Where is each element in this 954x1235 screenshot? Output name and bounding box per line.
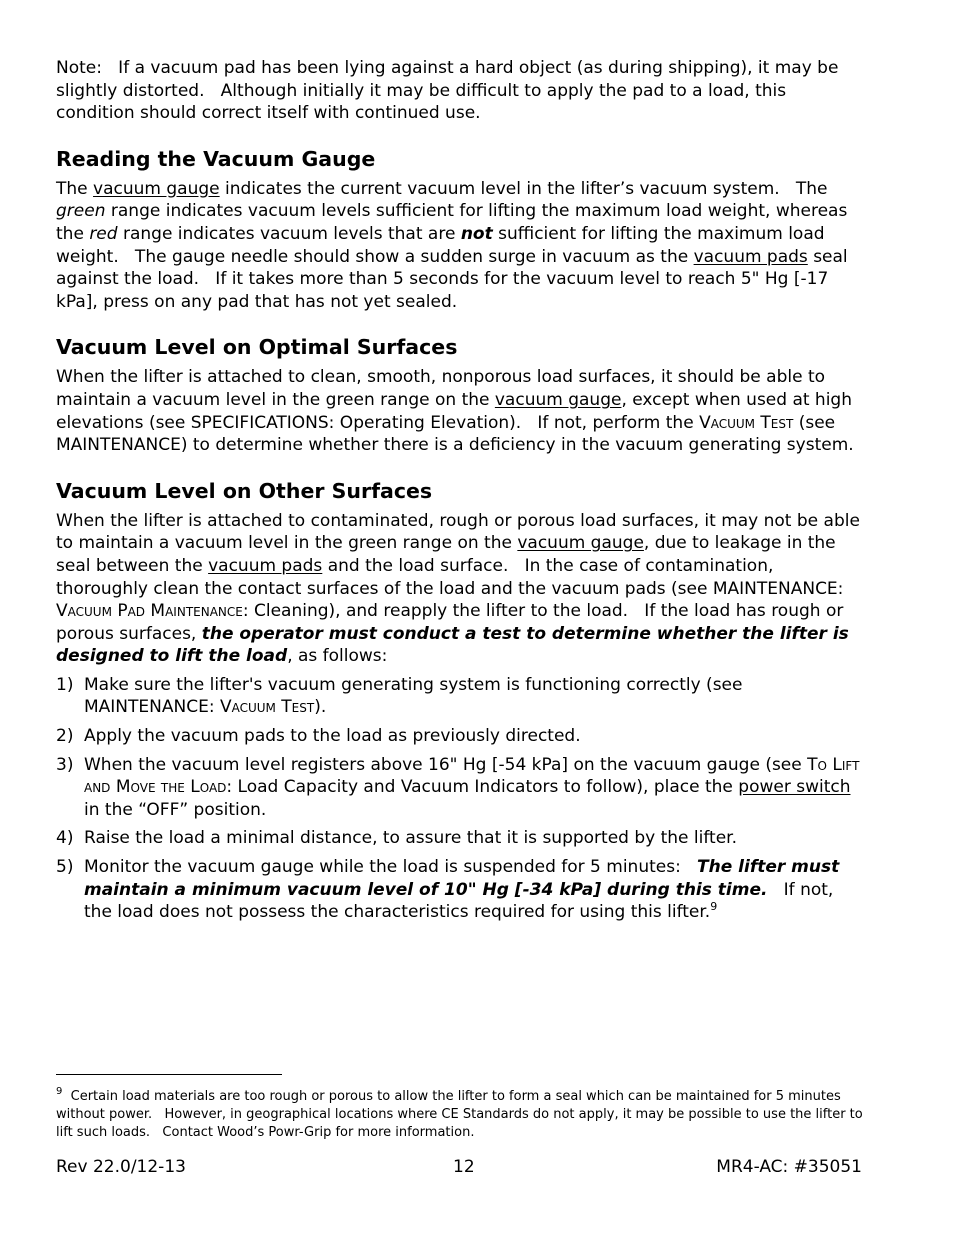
footnote-ref[interactable]: 9 [710,900,718,914]
footnote-text: Certain load materials are too rough or porous to allow the lifter to form a seal which can be maintained for 5 minutes without power. However, in geographical locations where CE Standards do not apply, it may be possible to use the lifter to lift such loads. Contact Wood’s Powr-Grip for more information. [56,1089,867,1140]
list-item: 2) Apply the vacuum pads to the load as previously directed. [56,726,581,747]
page-footer [56,1156,862,1178]
heading-optimal-surfaces: Vacuum Level on Optimal Surfaces [56,335,458,360]
heading-reading-vacuum-gauge: Reading the Vacuum Gauge [56,146,376,171]
vacuum-gauge-link[interactable]: vacuum gauge [494,389,622,410]
list-item: 3) When the vacuum level registers above 16" Hg [-54 kPa] on the vacuum gauge (see To Lift and Move the Load: Load Capacity and Vacuum Indicators to follow), place the power switch in the “OFF” position. [56,754,865,820]
vacuum-test-ref: Vacuum Test [699,412,794,433]
operator-test-emphasis: the operator must conduct a test to determine whether the lifter is designed to lift the load [56,623,855,667]
footnote-marker: 9 [56,1086,63,1097]
list-item: 5) Monitor the vacuum gauge while the load is suspended for 5 minutes: The lifter must maintain a minimum vacuum level of 10" Hg [-34 kPa] during this time. If not, the load does not possess the characteristics required for using this lifter.$^9$ [56,857,846,923]
list-item: 4) Raise the load a minimal distance, to assure that it is supported by the lifter. [56,828,738,849]
page-body [56,57,866,924]
vacuum-pads-link[interactable]: vacuum pads [208,555,323,576]
power-switch-link[interactable]: power switch [738,777,851,798]
test-steps-list [56,674,865,924]
vacuum-pads-link[interactable]: vacuum pads [693,246,808,267]
heading-other-surfaces: Vacuum Level on Other Surfaces [56,478,433,503]
footer-model: MR4-AC: #35051 [716,1157,862,1177]
vacuum-gauge-link[interactable]: vacuum gauge [517,533,644,554]
footer-revision: Rev 22.0/12-13 [56,1157,186,1177]
other-surfaces-paragraph: When the lifter is attached to contaminated, rough or porous load surfaces, it may not be able to maintain a vacuum level in the green range on the vacuum gauge, due to leakage in the seal between the vacuum pads and the load surface. In the case of contamination, thoroughly clean the contact surfaces of the load and the vacuum pads (see MAINTENANCE: Vacuum Pad Maintenance: Cleaning), and reapply the lifter to the load. If the load has rough or porous surfaces, the operator must conduct a test to determine whether the lifter is designed to lift the load, as follows: [56,510,866,667]
reading-gauge-paragraph: The vacuum gauge indicates the current vacuum level in the lifter’s vacuum system. The green range indicates vacuum levels sufficient for lifting the maximum load weight, whereas the red range indicates vacuum levels that are not sufficient for lifting the maximum load weight. The gauge needle should show a sudden surge in vacuum as the vacuum pads seal against the load. If it takes more than 5 seconds for the vacuum level to reach 5" Hg [-17 kPa], press on any pad that has not yet sealed. [56,178,854,312]
footnote [56,1088,866,1142]
list-item: 1) Make sure the lifter's vacuum generating system is functioning correctly (see MAINTENANCE: Vacuum Test). [56,674,748,718]
vacuum-gauge-link[interactable]: vacuum gauge [93,178,220,199]
note-paragraph: Note: If a vacuum pad has been lying against a hard object (as during shipping), it may be slightly distorted. Although initially it may be difficult to apply the pad to a load, this condition should correct itself with continued use. [56,58,844,124]
pad-maintenance-ref: Vacuum Pad Maintenance [56,601,243,622]
optimal-surfaces-paragraph: When the lifter is attached to clean, smooth, nonporous load surfaces, it should be able to maintain a vacuum level in the green range on the vacuum gauge, except when used at high elevations (see SPECIFICATIONS: Operating Elevation). If not, perform the Vacuum Test (see MAINTENANCE) to determine whether there is a deficiency in the vacuum generating system. [56,367,858,456]
footer-page-number: 12 [453,1157,475,1177]
footnote-separator [56,1074,282,1075]
